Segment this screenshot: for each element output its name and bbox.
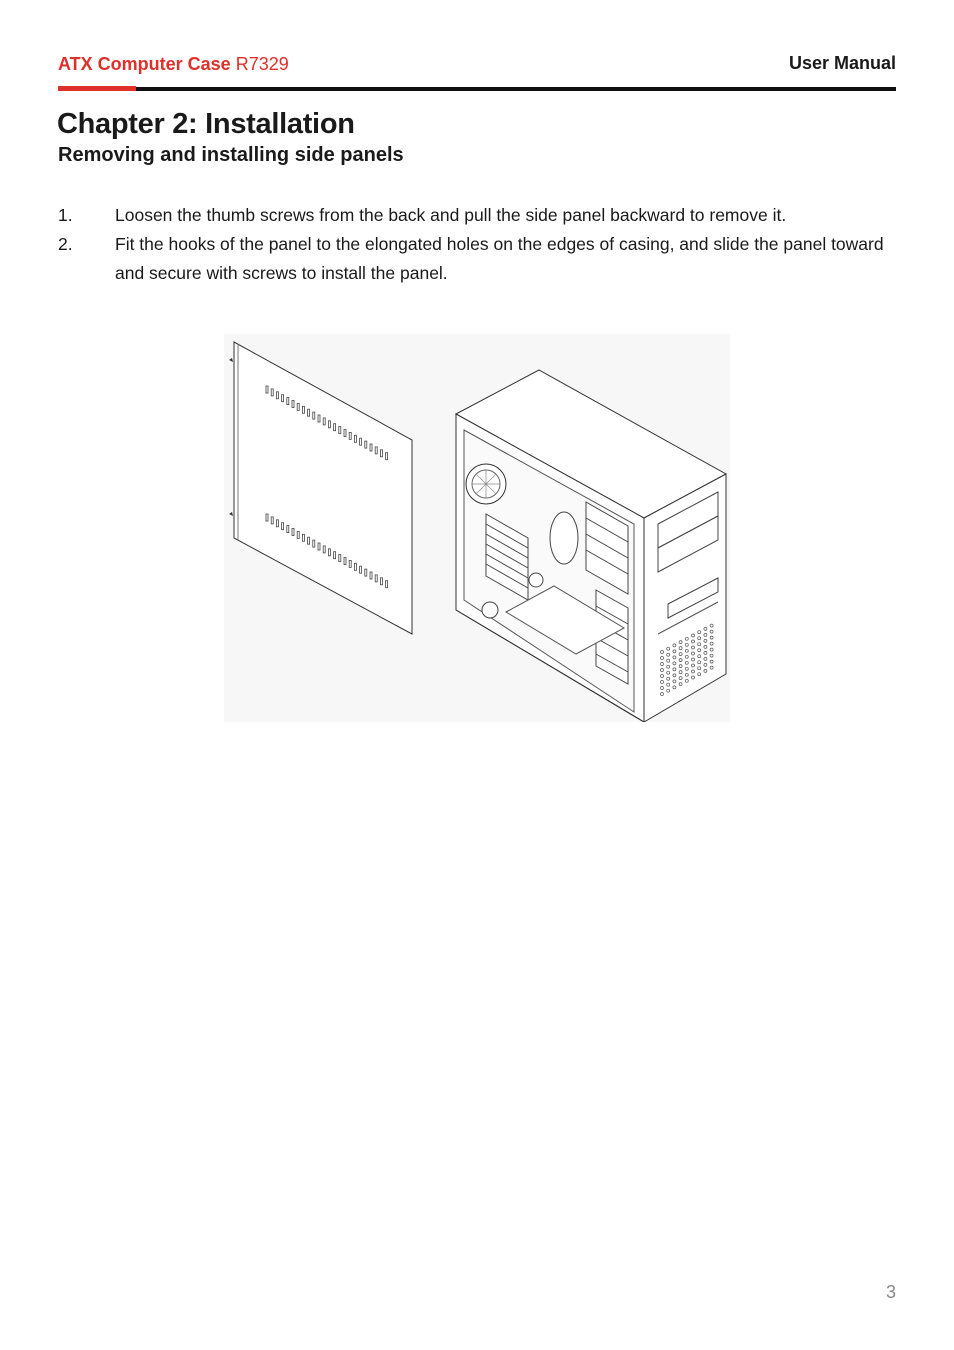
vent-slot <box>266 386 268 393</box>
step-text: Loosen the thumb screws from the back and pull the side panel backward to remove it. <box>115 205 787 225</box>
vent-slot <box>344 430 346 437</box>
header-accent-bar <box>58 86 136 91</box>
vent-slot <box>328 549 330 556</box>
vent-slot <box>287 398 289 405</box>
chapter-title: Chapter 2: Installation <box>57 108 355 140</box>
vent-slot <box>339 555 341 562</box>
vent-slot <box>318 543 320 550</box>
vent-slot <box>282 523 284 530</box>
vent-slot <box>334 424 336 431</box>
vent-slot <box>370 444 372 451</box>
section-title: Removing and installing side panels <box>58 144 404 166</box>
vent-slot <box>323 418 325 425</box>
vent-slot <box>313 412 315 419</box>
page-header <box>58 52 896 76</box>
vent-slot <box>380 450 382 457</box>
vent-slot <box>370 572 372 579</box>
vent-slot <box>375 447 377 454</box>
vent-slot <box>297 403 299 410</box>
vent-slot <box>360 566 362 573</box>
vent-slot <box>308 537 310 544</box>
step-item <box>58 230 896 288</box>
product-name: ATX Computer Case <box>58 54 231 74</box>
vent-slot <box>386 581 388 588</box>
product-model: R7329 <box>235 54 289 74</box>
vent-slot <box>276 392 278 399</box>
vent-slot <box>282 395 284 402</box>
vent-slot <box>365 569 367 576</box>
vent-slot <box>292 401 294 408</box>
vent-slot <box>271 389 273 396</box>
vent-slot <box>302 406 304 413</box>
vent-slot <box>386 453 388 460</box>
vent-slot <box>271 517 273 524</box>
vent-slot <box>375 575 377 582</box>
vent-slot <box>354 563 356 570</box>
vent-slot <box>302 534 304 541</box>
vent-slot <box>276 520 278 527</box>
step-number: 2. <box>58 234 73 254</box>
vent-slot <box>292 529 294 536</box>
vent-slot <box>354 435 356 442</box>
page-number: 3 <box>885 1282 896 1302</box>
vent-slot <box>360 438 362 445</box>
vent-slot <box>323 546 325 553</box>
case-diagram <box>224 334 730 722</box>
installation-steps <box>58 201 896 288</box>
vent-slot <box>308 409 310 416</box>
vent-slot <box>287 526 289 533</box>
header-rule <box>58 87 896 91</box>
step-item <box>58 201 896 230</box>
vent-slot <box>297 531 299 538</box>
product-title <box>58 54 289 75</box>
vent-slot <box>318 415 320 422</box>
vent-slot <box>339 427 341 434</box>
vent-slot <box>365 441 367 448</box>
vent-slot <box>349 432 351 439</box>
manual-label: User Manual <box>788 53 896 73</box>
vent-slot <box>349 560 351 567</box>
vent-slot <box>328 421 330 428</box>
case-illustration <box>224 334 730 722</box>
vent-slot <box>334 552 336 559</box>
step-text: Fit the hooks of the panel to the elongated holes on the edges of casing, and slide the panel toward and secure with screws to install the panel. <box>115 234 884 283</box>
step-number: 1. <box>58 205 73 225</box>
vent-slot <box>344 558 346 565</box>
vent-slot <box>266 514 268 521</box>
vent-slot <box>313 540 315 547</box>
vent-slot <box>380 578 382 585</box>
